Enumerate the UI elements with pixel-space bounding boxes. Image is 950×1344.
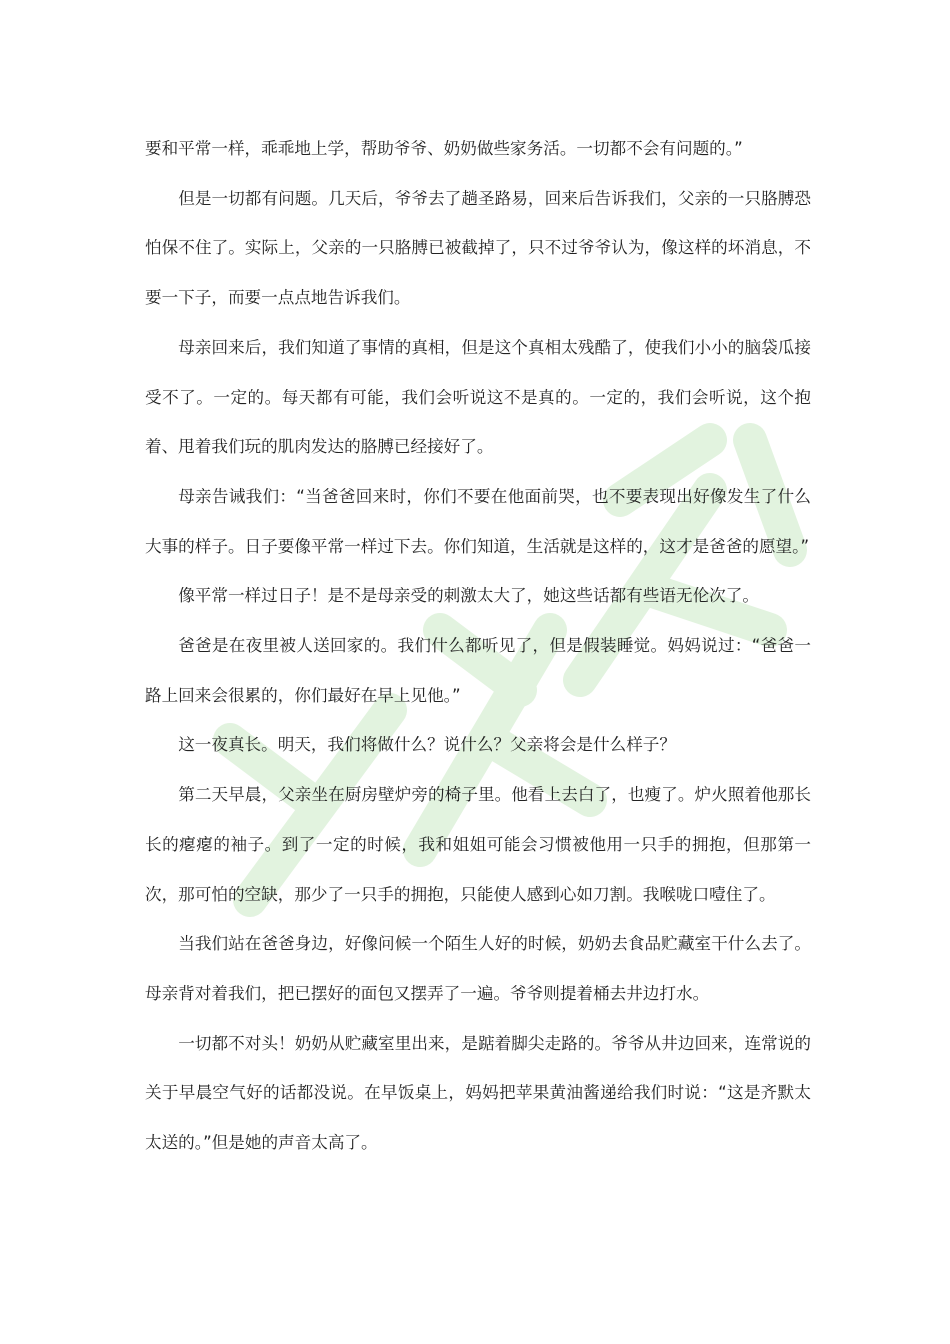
paragraph-9: 当我们站在爸爸身边，好像问候一个陌生人好的时候，奶奶去食品贮藏室干什么去了。母亲背对着我们，把已摆好的面包又摆弄了一遍。爷爷则提着桶去井边打水。 [145,934,811,1003]
paragraph-5: 像平常一样过日子！是不是母亲受的刺激太大了，她这些话都有些语无伦次了。 [178,586,759,606]
paragraph-6: 爸爸是在夜里被人送回家的。我们什么都听见了，但是假装睡觉。妈妈说过：“爸爸一路上回来会很累的，你们最好在早上见他。” [145,636,811,705]
paragraph-2: 但是一切都有问题。几天后，爷爷去了趟圣路易，回来后告诉我们，父亲的一只胳膊恐怕保不住了。实际上，父亲的一只胳膊已被截掉了，只不过爷爷认为，像这样的坏消息，不要一下子，而要一点点地告诉我们。 [145,188,811,308]
paragraph-7: 这一夜真长。明天，我们将做什么？说什么？父亲将会是什么样子？ [178,735,676,755]
paragraph-1: 要和平常一样，乖乖地上学，帮助爷爷、奶奶做些家务活。一切都不会有问题的。” [145,139,743,158]
paragraph-8: 第二天早晨，父亲坐在厨房壁炉旁的椅子里。他看上去白了，也瘦了。炉火照着他那长长的瘪瘪的袖子。到了一定的时候，我和姐姐可能会习惯被他用一只手的拥抱，但那第一次，那可怕的空缺，那少了一只手的拥抱，只能使人感到心如刀割。我喉咙口噎住了。 [145,785,811,904]
paragraph-10: 一切都不对头！奶奶从贮藏室里出来，是踮着脚尖走路的。爷爷从井边回来，连常说的关于早晨空气好的话都没说。在早饭桌上，妈妈把苹果黄油酱递给我们时说：“这是齐默太太送的。”但是她的声音太高了。 [145,1033,811,1153]
paragraph-3: 母亲回来后，我们知道了事情的真相，但是这个真相太残酷了，使我们小小的脑袋瓜接受不了。一定的。每天都有可能，我们会听说这不是真的。一定的，我们会听说，这个抱着、甩着我们玩的肌肉发达的胳膊已经接好了。 [145,337,811,457]
article-body [145,124,811,1168]
paragraph-4: 母亲告诫我们：“当爸爸回来时，你们不要在他面前哭，也不要表现出好像发生了什么大事的样子。日子要像平常一样过下去。你们知道，生活就是这样的，这才是爸爸的愿望。” [145,486,811,556]
